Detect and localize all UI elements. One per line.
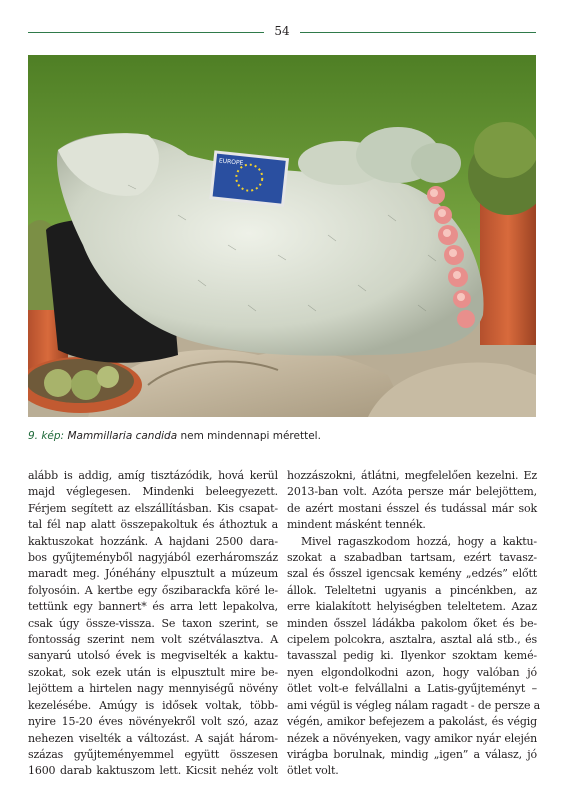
header-rule-right: [300, 32, 536, 33]
text-line: 2013-ban volt. Azóta persze már belejöttem,: [287, 485, 537, 499]
text-line: kezelésébe. Amúgy is idősek voltak, több-: [28, 698, 278, 712]
text-line: szal és ősszel igencsak kemény „edzés” előtt: [287, 567, 537, 581]
text-line: tavasszal pedig ki. Ilyenkor szoktam kemé-: [287, 649, 537, 663]
page-header: [28, 22, 536, 42]
text-line: kaktuszokat hozzánk. A hajdani 2500 dara-: [28, 534, 278, 548]
caption-text: nem mindennapi mérettel.: [177, 430, 321, 442]
text-line: nyire 15-20 éves növényekről volt szó, azaz: [28, 715, 278, 729]
matchbox-label: EUROPE: [218, 157, 244, 167]
text-line: folyosóin. A kertbe egy őszibarackfa köré le-: [28, 583, 278, 597]
text-line: minden ősszel ládákba pakolom őket és be-: [287, 616, 537, 630]
text-line: nyen elgondolkodni azon, hogy valóban jó: [287, 665, 537, 679]
text-line: tal fél nap alatt összepakoltuk és áthoztuk a: [28, 518, 278, 532]
text-column-right: [287, 468, 541, 780]
text-line: szokat a szabadban tartsam, ezért tavasz-: [287, 551, 537, 565]
text-line: fontosság szerint nem volt szétválasztva. A: [28, 633, 278, 647]
text-line: nehezen viselték a változást. A saját három-: [28, 731, 278, 745]
text-line: virágba borulnak, mindig „igen” a válasz, jó: [287, 747, 537, 761]
text-line: mindent másként tennék.: [287, 518, 426, 532]
cactus-photo: [28, 55, 536, 417]
text-line: szokat, sok ezek után is elpusztult mire be-: [28, 665, 278, 679]
text-line: 1600 darab kaktuszom lett. Kicsit nehéz volt: [28, 764, 278, 778]
text-line: állok. Teleltetni ugyanis a pincénkben, az: [287, 583, 537, 597]
text-line: végén, amikor befejezem a pakolást, és végig: [287, 715, 537, 729]
figure-caption: [28, 430, 536, 442]
text-line: erre kialakított helyiségben teleltetem. Azaz: [287, 600, 537, 614]
text-line: alább is addig, amíg tisztázódik, hová kerül: [28, 469, 278, 482]
text-line: maradt meg. Jónéhány elpusztult a múzeum: [28, 567, 278, 581]
text-line: ötlet volt.: [287, 764, 339, 778]
caption-label: 9. kép:: [28, 430, 65, 442]
text-line: százas gyűjteményemmel együtt összesen: [28, 747, 278, 761]
page-number: 54: [274, 24, 290, 38]
cactus-photo-illustration: [28, 55, 536, 417]
text-line: lejöttem a hirtelen nagy mennyiségű növény: [28, 682, 278, 696]
text-line: tettünk egy bannert* és arra lett lepakolva,: [28, 600, 278, 614]
text-line: cipelem polcokra, asztalra, asztal alá stb., és: [287, 633, 537, 647]
text-column-left: [28, 468, 278, 780]
text-line: Férjem segített az elszállításban. Kis csapat-: [28, 501, 278, 515]
text-line: bos gyűjteményből nagyjából ezerháromszáz: [28, 551, 278, 565]
text-line: csak úgy össze-vissza. Se taxon szerint, se: [28, 616, 278, 630]
caption-species: Mammillaria candida: [67, 430, 178, 442]
text-line: sanyarú utolsó évek is megviselték a kaktu-: [28, 649, 278, 663]
text-line: nézek a növényeken, vagy amikor nyár elején: [287, 731, 537, 745]
text-line: hozzászokni, átlátni, megfelelően kezelni. Ez: [287, 469, 537, 482]
text-line: ami végül is végleg nálam ragadt - de persze a: [287, 698, 541, 712]
text-line: de azért mostani ésszel és tudással már sok: [287, 501, 537, 515]
text-line: majd véglegesen. Mindenki beleegyezett.: [28, 485, 278, 499]
text-line: Mivel ragaszkodom hozzá, hogy a kaktu-: [301, 534, 537, 548]
text-line: ötlet volt-e felvállalni a Latis-gyűjteményt –: [287, 682, 537, 696]
